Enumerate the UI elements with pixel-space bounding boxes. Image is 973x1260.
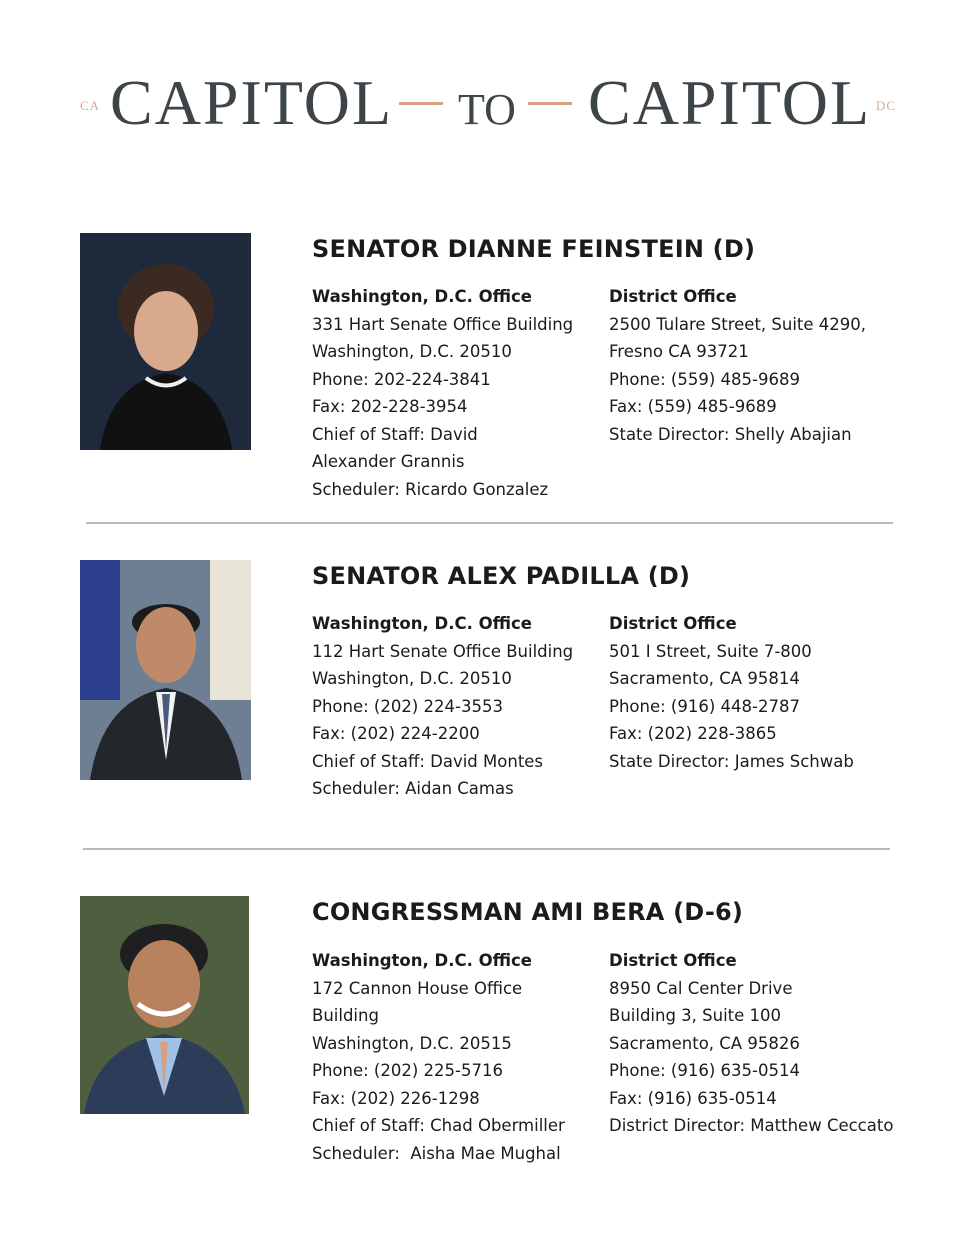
district-office-line: Fresno CA 93721 bbox=[609, 342, 749, 361]
capitol-to-capitol-logo bbox=[0, 62, 973, 142]
dc-office-block bbox=[312, 947, 582, 1167]
dc-office-block bbox=[312, 283, 582, 503]
district-office-line: 8950 Cal Center Drive bbox=[609, 978, 793, 998]
district-office-line: Phone: (916) 635-0514 bbox=[609, 1061, 800, 1080]
dc-office-line: Phone: 202-224-3841 bbox=[312, 369, 491, 389]
dc-office-line: Fax: 202-228-3954 bbox=[312, 397, 468, 416]
dc-office-heading: Washington, D.C. Office bbox=[312, 287, 532, 306]
dc-office-line: Scheduler: Aidan Camas bbox=[312, 779, 514, 798]
logo-word-left: CAPITOL bbox=[110, 67, 394, 138]
district-office-line: District Director: Matthew Ceccato bbox=[609, 1116, 894, 1135]
dc-office-line: 331 Hart Senate Office Building bbox=[312, 314, 574, 334]
district-office-line: 2500 Tulare Street, Suite 4290, bbox=[609, 314, 867, 334]
dc-office-line: Phone: (202) 224-3553 bbox=[312, 696, 503, 716]
dc-office-line: Chief of Staff: David Alexander Grannis bbox=[312, 424, 478, 471]
member-name: SENATOR DIANNE FEINSTEIN (D) bbox=[312, 235, 756, 263]
district-office-line: State Director: James Schwab bbox=[609, 751, 854, 771]
member-photo bbox=[80, 233, 251, 450]
district-office-line: Phone: (916) 448-2787 bbox=[609, 696, 800, 716]
dc-office-line: Washington, D.C. 20515 bbox=[312, 1033, 512, 1053]
dc-office-line: Fax: (202) 226-1298 bbox=[312, 1088, 480, 1108]
member-name: CONGRESSMAN AMI BERA (D-6) bbox=[312, 898, 744, 926]
dc-office-line: 172 Cannon House Office Building bbox=[312, 978, 523, 1025]
district-office-block bbox=[609, 610, 909, 775]
member-name: SENATOR ALEX PADILLA (D) bbox=[312, 562, 691, 590]
dc-office-heading: Washington, D.C. Office bbox=[312, 951, 532, 970]
logo-dash-left bbox=[399, 102, 443, 105]
dc-office-line: Scheduler: Aisha Mae Mughal bbox=[312, 1143, 561, 1163]
district-office-heading: District Office bbox=[609, 951, 737, 970]
district-office-line: Fax: (916) 635-0514 bbox=[609, 1088, 777, 1108]
dc-office-line: Chief of Staff: Chad Obermiller bbox=[312, 1116, 565, 1135]
district-office-line: Fax: (559) 485-9689 bbox=[609, 397, 777, 416]
member-photo bbox=[80, 560, 251, 780]
section-divider bbox=[83, 848, 890, 850]
district-office-line: Sacramento, CA 95826 bbox=[609, 1033, 800, 1053]
dc-office-heading: Washington, D.C. Office bbox=[312, 614, 532, 633]
logo-connector: TO bbox=[458, 85, 516, 134]
dc-office-line: Washington, D.C. 20510 bbox=[312, 342, 512, 361]
district-office-line: Phone: (559) 485-9689 bbox=[609, 369, 800, 389]
district-office-block bbox=[609, 283, 909, 448]
district-office-line: State Director: Shelly Abajian bbox=[609, 424, 852, 444]
district-office-line: Sacramento, CA 95814 bbox=[609, 669, 800, 688]
dc-office-line: Fax: (202) 224-2200 bbox=[312, 724, 480, 743]
member-photo bbox=[80, 896, 249, 1114]
district-office-heading: District Office bbox=[609, 287, 737, 306]
section-divider bbox=[86, 522, 893, 524]
dc-office-line: Scheduler: Ricardo Gonzalez bbox=[312, 479, 549, 499]
district-office-line: Fax: (202) 228-3865 bbox=[609, 724, 777, 743]
district-office-line: Building 3, Suite 100 bbox=[609, 1006, 782, 1025]
dc-office-line: Washington, D.C. 20510 bbox=[312, 669, 512, 688]
logo-word-right: CAPITOL bbox=[588, 67, 872, 138]
district-office-heading: District Office bbox=[609, 614, 737, 633]
dc-office-block bbox=[312, 610, 582, 803]
district-office-block bbox=[609, 947, 909, 1140]
logo-ca-tag: CA bbox=[80, 98, 101, 113]
dc-office-line: 112 Hart Senate Office Building bbox=[312, 641, 574, 661]
logo-dash-right bbox=[528, 102, 572, 105]
dc-office-line: Chief of Staff: David Montes bbox=[312, 751, 544, 771]
logo-dc-tag: DC bbox=[876, 98, 897, 113]
district-office-line: 501 I Street, Suite 7-800 bbox=[609, 641, 812, 661]
dc-office-line: Phone: (202) 225-5716 bbox=[312, 1061, 503, 1080]
